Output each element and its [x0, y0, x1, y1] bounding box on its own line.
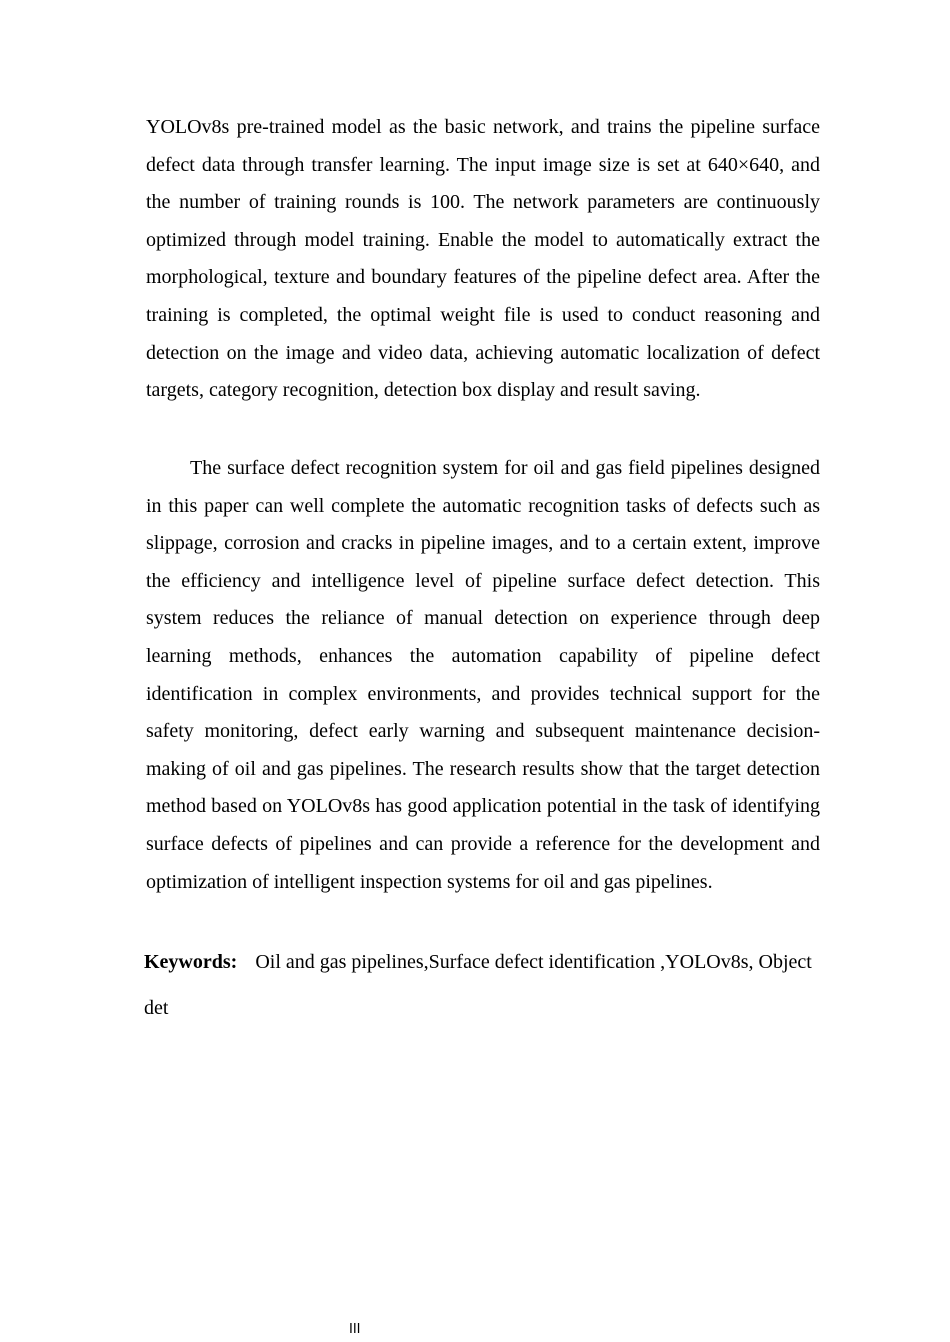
- keywords-label: Keywords:: [144, 951, 238, 973]
- keywords-text: Oil and gas pipelines,Surface defect identification ,YOLOv8s, Object det: [144, 951, 812, 1019]
- page-number: III: [349, 1322, 361, 1337]
- keywords-line: [144, 939, 824, 1031]
- body-paragraph-2: The surface defect recognition system for oil and gas field pipelines designed in this paper can well complete the automatic recognition tasks of defects such as slippage, corrosion and cracks in pipeline images, and to a certain extent, improve the efficiency and intelligence level of pipeline surface defect detection. This system reduces the reliance of manual detection on experience through deep learning methods, enhances the automation capability of pipeline defect identification in complex environments, and provides technical support for the safety monitoring, defect early warning and subsequent maintenance decision-making of oil and gas pipelines. The research results show that the target detection method based on YOLOv8s has good application potential in the task of identifying surface defects of pipelines and can provide a reference for the development and optimization of intelligent inspection systems for oil and gas pipelines.: [146, 457, 820, 893]
- body-paragraph-1: YOLOv8s pre-trained model as the basic network, and trains the pipeline surface defect data through transfer learning. The input image size is set at 640×640, and the number of training rounds is 100. The network parameters are continuously optimized through model training. Enable the model to automatically extract the morphological, texture and boundary features of the pipeline defect area. After the training is completed, the optimal weight file is used to conduct reasoning and detection on the image and video data, achieving automatic localization of defect targets, category recognition, detection box display and result saving.: [146, 116, 820, 402]
